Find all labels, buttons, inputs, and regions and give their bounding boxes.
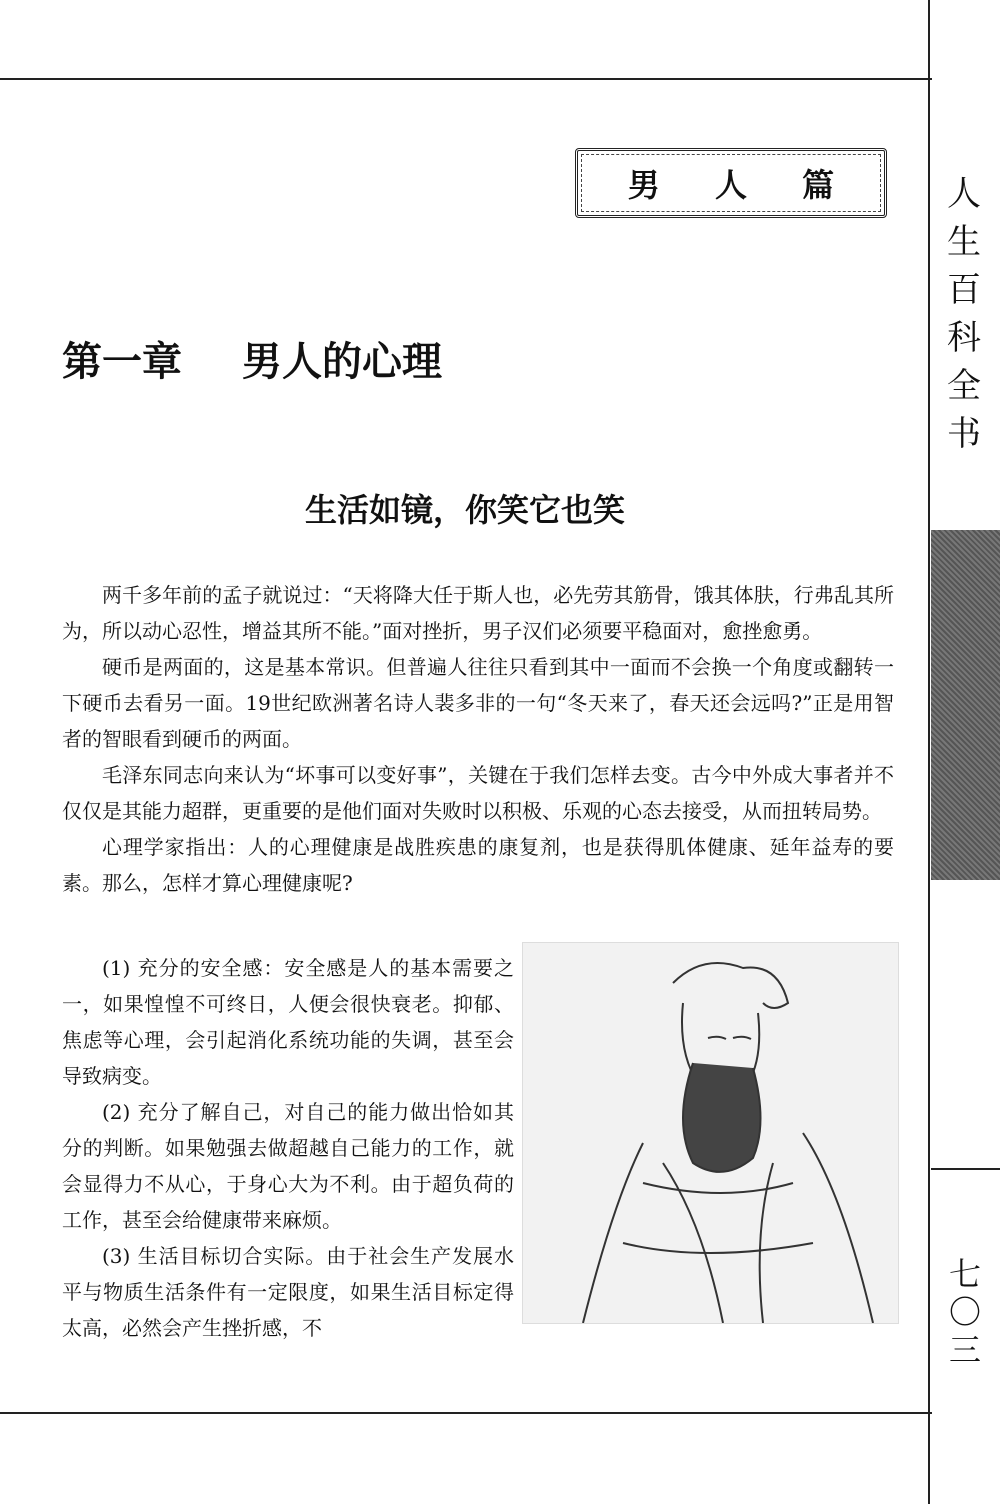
list-paragraph: (1) 充分的安全感：安全感是人的基本需要之一，如果惶惶不可终日，人便会很快衰老。抑郁、焦虑等心理，会引起消化系统功能的失调，甚至会导致病变。	[62, 956, 514, 1088]
sage-portrait-illustration	[522, 942, 899, 1324]
list-paragraph: (3) 生活目标切合实际。由于社会生产发展水平与物质生活条件有一定限度，如果生活目标定得太高，必然会产生挫折感，不	[62, 1244, 514, 1340]
book-title-vertical: 人 生 百 科 全 书	[947, 174, 981, 454]
list-paragraph: (2) 充分了解自己，对自己的能力做出恰如其分的判断。如果勉强去做超越自己能力的工作，就会显得力不从心，于身心大为不利。由于超负荷的工作，甚至会给健康带来麻烦。	[62, 1100, 514, 1232]
column-text	[62, 950, 514, 1346]
page-number: 七 〇 三	[948, 1255, 981, 1369]
margin-rule	[928, 0, 930, 1504]
article-body	[62, 577, 894, 901]
side-divider	[931, 1168, 1000, 1170]
paragraph: 两千多年前的孟子就说过：“天将降大任于斯人也，必先劳其筋骨，饿其体肤，行弗乱其所为，所以动心忍性，增益其所不能。”面对挫折，男子汉们必须要平稳面对，愈挫愈勇。	[62, 583, 894, 643]
article-title: 生活如镜，你笑它也笑	[304, 491, 625, 529]
paragraph: 毛泽东同志向来认为“坏事可以变好事”，关键在于我们怎样去变。古今中外成大事者并不仅仅是其能力超群，更重要的是他们面对失败时以积极、乐观的心态去接受，从而扭转局势。	[62, 763, 894, 823]
chapter-title: 男人的心理	[242, 338, 442, 385]
section-label: 男 人 篇	[627, 166, 857, 204]
portrait-drawing	[523, 943, 898, 1323]
paragraph: 硬币是两面的，这是基本常识。但普遍人往往只看到其中一面而不会换一个角度或翻转一下硬币去看另一面。19世纪欧洲著名诗人裴多非的一句“冬天来了，春天还会远吗?”正是用智者的智眼看到硬币的两面。	[62, 655, 894, 751]
chapter-heading	[62, 330, 442, 387]
bottom-rule	[0, 1412, 932, 1414]
chapter-number: 第一章	[62, 338, 182, 385]
side-shaded-band	[931, 530, 1000, 880]
top-rule	[0, 78, 932, 80]
paragraph: 心理学家指出：人的心理健康是战胜疾患的康复剂，也是获得肌体健康、延年益寿的要素。那么，怎样才算心理健康呢?	[62, 835, 894, 895]
section-label-box	[575, 148, 887, 218]
